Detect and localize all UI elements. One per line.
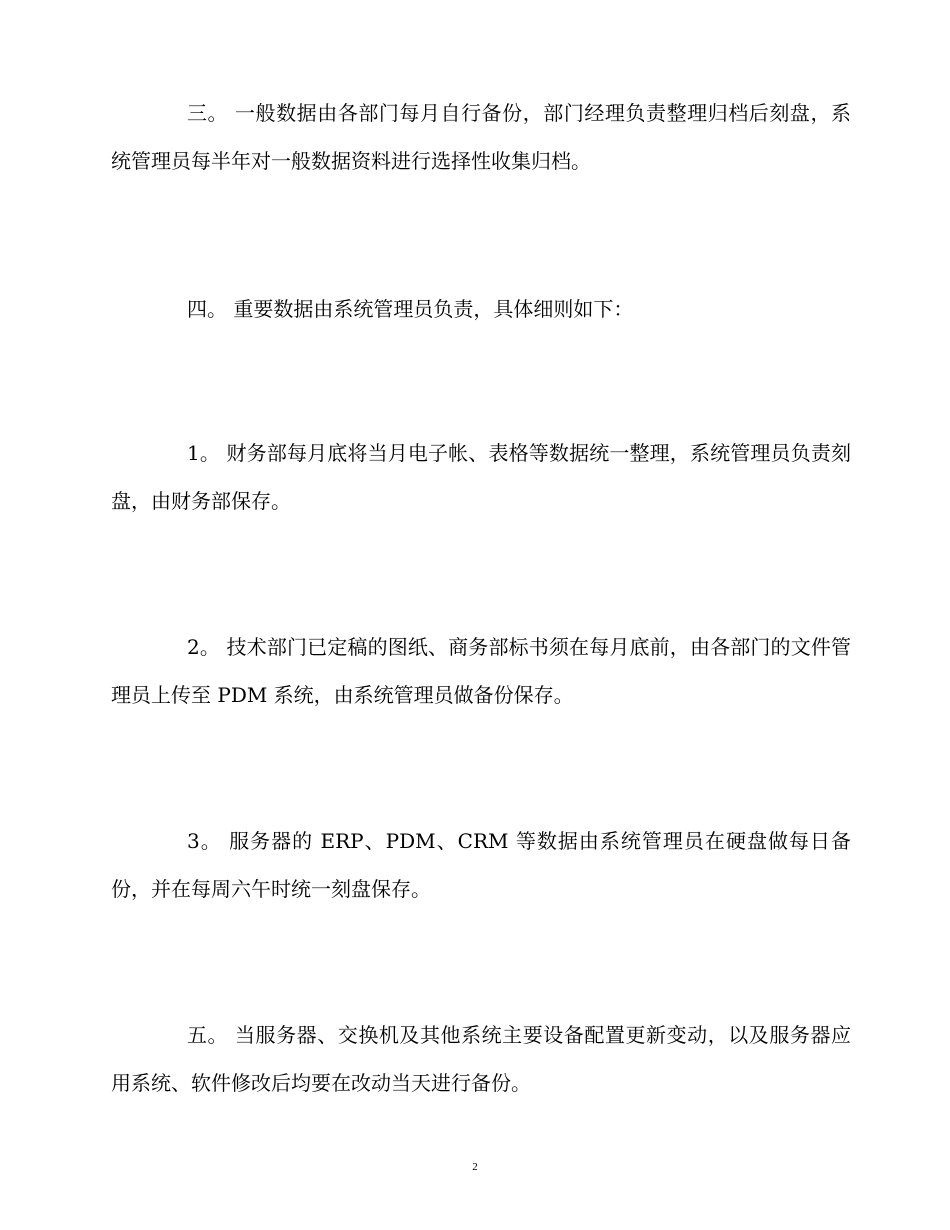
page-number: 2 bbox=[472, 1161, 478, 1173]
paragraph-section-five: 五。 当服务器、交换机及其他系统主要设备配置更新变动，以及服务器应用系统、软件修改后均要在改动当天进行备份。 bbox=[111, 1023, 851, 1095]
paragraph-item-1: 1。 财务部每月底将当月电子帐、表格等数据统一整理，系统管理员负责刻盘，由财务部保存。 bbox=[111, 441, 851, 513]
paragraph-section-three: 三。 一般数据由各部门每月自行备份，部门经理负责整理归档后刻盘，系统管理员每半年对一般数据资料进行选择性收集归档。 bbox=[111, 101, 851, 173]
paragraph-section-four: 四。 重要数据由系统管理员负责，具体细则如下： bbox=[187, 297, 634, 321]
paragraph-item-3: 3。 服务器的 ERP、PDM、CRM 等数据由系统管理员在硬盘做每日备份，并在每周六午时统一刻盘保存。 bbox=[111, 829, 851, 901]
paragraph-item-2: 2。 技术部门已定稿的图纸、商务部标书须在每月底前，由各部门的文件管理员上传至 PDM 系统，由系统管理员做备份保存。 bbox=[111, 635, 851, 707]
